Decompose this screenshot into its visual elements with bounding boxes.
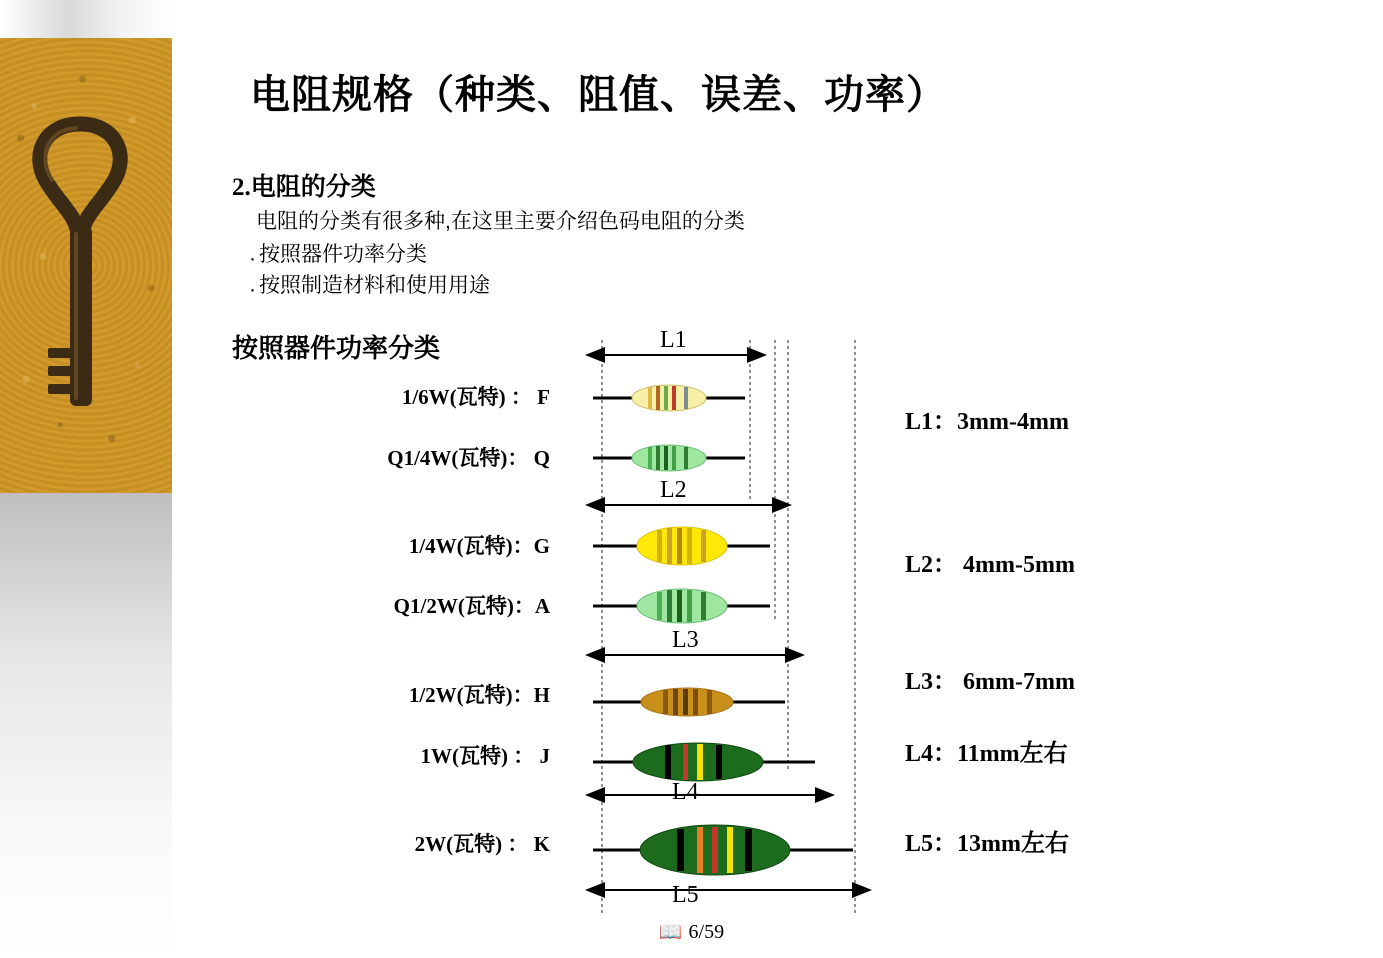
- resistor-2w: [593, 825, 853, 875]
- resistor-q1-2w: [593, 589, 770, 623]
- dimension-label-L2: L2: [660, 477, 687, 503]
- section-heading-text: 电阻的分类: [250, 173, 376, 201]
- power-class-list: [260, 0, 550, 958]
- length-label-L4: L4：11mm左右: [905, 741, 1068, 767]
- dimension-label-L1: L1: [660, 327, 687, 353]
- page-number: 6/59: [688, 921, 725, 943]
- body-text-line-2-text: 按照器件功率分类: [259, 243, 427, 266]
- gradient-panel: [0, 493, 172, 958]
- resistor-1w: [593, 743, 815, 781]
- dimension-label-L4: L4: [672, 779, 699, 805]
- section-number: 2.: [232, 174, 251, 201]
- power-label-1-2w: 1/2W(瓦特)：H: [408, 683, 550, 707]
- dimension-label-L5: L5: [672, 882, 699, 908]
- power-label-1w: 1W(瓦特) ： J: [420, 744, 550, 768]
- resistor-1-4w: [593, 527, 770, 565]
- length-label-L2: L2： 4mm-5mm: [905, 552, 1075, 578]
- resistor-q1-4w: [593, 445, 745, 471]
- power-label-q1-4w: Q1/4W(瓦特)： Q: [387, 446, 550, 470]
- power-label-2w: 2W(瓦特) ： K: [414, 832, 550, 856]
- bullet-icon: ·: [249, 278, 256, 301]
- power-label-1-6w: 1/6W(瓦特) ： F: [401, 385, 550, 409]
- key-icon: [18, 66, 158, 466]
- dimension-label-L3: L3: [672, 627, 699, 653]
- left-decorative-band: [0, 0, 172, 958]
- power-label-q1-2w: Q1/2W(瓦特)：A: [393, 594, 550, 618]
- page-title: 电阻规格（种类、阻值、误差、功率）: [250, 73, 947, 117]
- subsection-heading: 按照器件功率分类: [232, 333, 441, 363]
- resistor-1-2w: [593, 688, 785, 716]
- length-label-L3: L3： 6mm-7mm: [905, 669, 1075, 695]
- power-label-1-4w: 1/4W(瓦特)：G: [408, 534, 550, 558]
- length-legend: [905, 0, 1325, 958]
- body-text-line-3-text: 按照制造材料和使用用途: [259, 274, 490, 297]
- resistor-1-6w: [593, 385, 745, 411]
- resistor-size-diagram: [585, 330, 885, 930]
- book-icon: 📖: [658, 922, 683, 943]
- bullet-icon: ·: [249, 247, 256, 270]
- length-label-L5: L5：13mm左右: [905, 831, 1069, 857]
- footer: [0, 920, 1383, 944]
- key-photograph: [0, 38, 172, 493]
- length-label-L1: L1：3mm-4mm: [905, 409, 1069, 435]
- body-text-line-1: 电阻的分类有很多种,在这里主要介绍色码电阻的分类: [256, 210, 745, 233]
